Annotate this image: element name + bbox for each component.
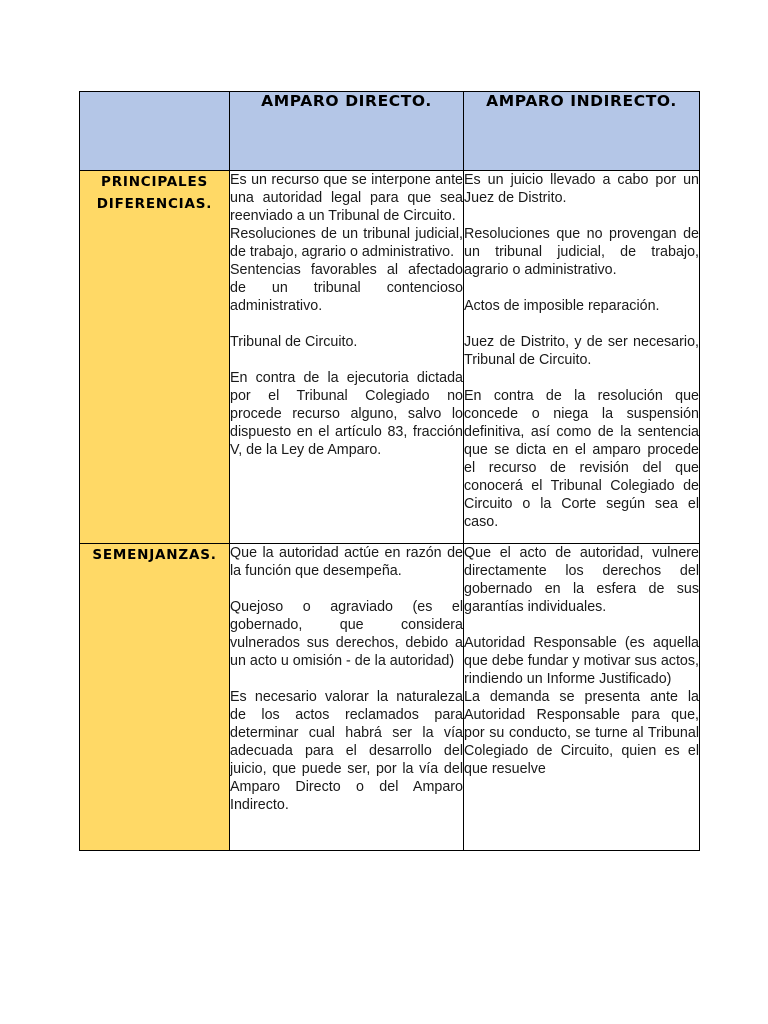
cell-directo-semejanzas (230, 544, 464, 851)
cell-paragraph: Sentencias favorables al afectado de un tribunal contencioso administrativo. (230, 262, 463, 314)
cell-paragraph: Que la autoridad actúe en razón de la función que desempeña. (230, 545, 463, 579)
cell-paragraph: Resoluciones de un tribunal judicial, de trabajo, agrario o administrativo. (230, 226, 463, 260)
cell-paragraph: Tribunal de Circuito. (230, 334, 358, 350)
row-label-line: DIFERENCIAS. (96, 196, 213, 212)
cell-paragraph: Es un juicio llevado a cabo por un Juez de Distrito. (464, 172, 699, 206)
row-label-diferencias (80, 171, 230, 544)
header-amparo-directo-label: AMPARO DIRECTO. (261, 92, 432, 110)
corner-cell (80, 92, 230, 171)
header-amparo-indirecto (464, 92, 700, 171)
cell-paragraph: En contra de la resolución que concede o niega la suspensión definitiva, así como de la sentencia que se dicta en el amparo procede el recurso de revisión del que conocerá el Tribunal Colegiado de Circuito o la Corte según sea el caso. (464, 388, 699, 530)
comparison-table (79, 91, 700, 851)
cell-paragraph: Quejoso o agraviado (es el gobernado, que considera vulnerados sus derechos, debido a un acto u omisión - de la autoridad) (230, 599, 463, 669)
row-label-line: PRINCIPALES (101, 174, 208, 190)
row-label-line: SEMENJANZAS. (92, 547, 217, 563)
cell-paragraph: Es un recurso que se interpone ante una autoridad legal para que sea reenviado a un Tribunal de Circuito. (230, 172, 463, 224)
row-diferencias (80, 171, 700, 544)
cell-paragraph: Es necesario valorar la naturaleza de los actos reclamados para determinar cual habrá ser la vía adecuada para el desarrollo del juicio, que puede ser, por la vía del Amparo Directo o del Amparo Indirecto. (230, 689, 463, 813)
row-label-semejanzas (80, 544, 230, 851)
header-amparo-directo (230, 92, 464, 171)
cell-paragraph: La demanda se presenta ante la Autoridad Responsable para que, por su conducto, se turne al Tribunal Colegiado de Circuito, quien es el que resuelve (464, 689, 699, 777)
cell-paragraph: Resoluciones que no provengan de un tribunal judicial, de trabajo, agrario o administrativo. (464, 226, 699, 278)
cell-directo-diferencias (230, 171, 464, 544)
cell-indirecto-diferencias (464, 171, 700, 544)
cell-paragraph: Que el acto de autoridad, vulnere directamente los derechos del gobernado en la esfera de sus garantías individuales. (464, 545, 699, 615)
header-amparo-indirecto-label: AMPARO INDIRECTO. (486, 92, 677, 110)
cell-paragraph: En contra de la ejecutoria dictada por el Tribunal Colegiado no procede recurso alguno, salvo lo dispuesto en el artículo 83, fracción V, de la Ley de Amparo. (230, 370, 463, 458)
cell-indirecto-semejanzas (464, 544, 700, 851)
header-row (80, 92, 700, 171)
cell-paragraph: Juez de Distrito, y de ser necesario, Tribunal de Circuito. (464, 334, 699, 368)
cell-paragraph: Autoridad Responsable (es aquella que debe fundar y motivar sus actos, rindiendo un Informe Justificado) (464, 635, 699, 687)
row-semejanzas (80, 544, 700, 851)
cell-paragraph: Actos de imposible reparación. (464, 298, 660, 314)
